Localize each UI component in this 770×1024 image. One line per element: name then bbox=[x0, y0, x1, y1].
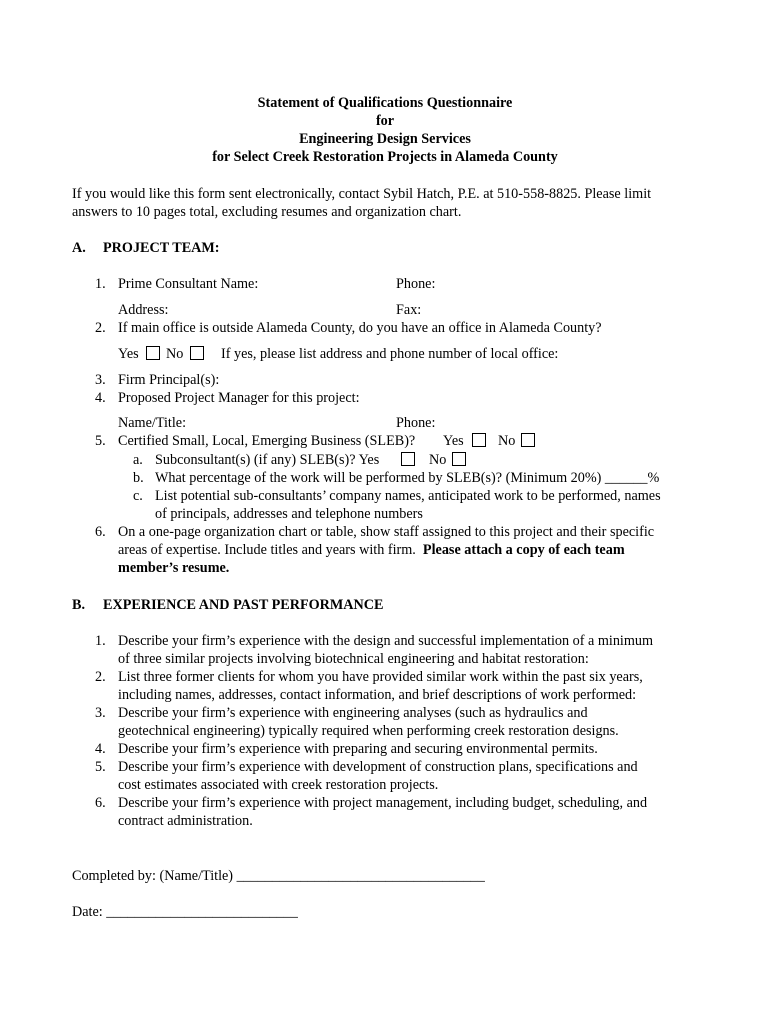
q6-number: 6. bbox=[95, 524, 106, 540]
sleb-no-label: No bbox=[498, 433, 516, 449]
intro-line-1: If you would like this form sent electronically, contact Sybil Hatch, P.E. at 510-558-8825. Please limit bbox=[72, 186, 652, 202]
q5a-letter: a. bbox=[133, 452, 143, 468]
prime-consultant-name-label: Prime Consultant Name: bbox=[118, 276, 259, 292]
q1-number: 1. bbox=[95, 276, 106, 292]
q5c-letter: c. bbox=[133, 488, 143, 504]
sub-consultants-instruction-1: List potential sub-consultants’ company names, anticipated work to be performed, names bbox=[155, 488, 661, 504]
subconsultant-no-label: No bbox=[429, 452, 447, 468]
b1-line-2: of three similar projects involving biotechnical engineering and habitat restoration: bbox=[118, 651, 589, 667]
prime-consultant-fax-label: Fax: bbox=[396, 302, 422, 318]
q2-yes-checkbox[interactable] bbox=[146, 345, 160, 363]
completed-by-field[interactable]: Completed by: (Name/Title) ___________________________________ bbox=[72, 868, 485, 884]
section-a-letter: A. bbox=[72, 240, 86, 256]
b6-line-1: Describe your firm’s experience with project management, including budget, scheduling, and bbox=[118, 795, 648, 811]
q2-followup: If yes, please list address and phone number of local office: bbox=[221, 346, 559, 362]
q2-number: 2. bbox=[95, 320, 106, 336]
q4-number: 4. bbox=[95, 390, 106, 406]
project-manager-label: Proposed Project Manager for this project: bbox=[118, 390, 360, 406]
subconsultant-no-checkbox[interactable] bbox=[452, 451, 466, 469]
sleb-yes-label: Yes bbox=[443, 433, 464, 449]
b2-number: 2. bbox=[95, 669, 106, 685]
document-subtitle-projects: for Select Creek Restoration Projects in Alameda County bbox=[212, 149, 558, 165]
firm-principals-label: Firm Principal(s): bbox=[118, 372, 220, 388]
prime-consultant-phone-label: Phone: bbox=[396, 276, 436, 292]
sleb-no-checkbox[interactable] bbox=[521, 432, 535, 450]
b5-number: 5. bbox=[95, 759, 106, 775]
pm-phone-label: Phone: bbox=[396, 415, 436, 431]
prime-consultant-address-label: Address: bbox=[118, 302, 169, 318]
b1-number: 1. bbox=[95, 633, 106, 649]
subconsultant-sleb-question: Subconsultant(s) (if any) SLEB(s)? Yes bbox=[155, 452, 380, 468]
date-field[interactable]: Date: ___________________________ bbox=[72, 904, 298, 920]
b1-line-1: Describe your firm’s experience with the design and successful implementation of a minimum bbox=[118, 633, 654, 649]
q3-number: 3. bbox=[95, 372, 106, 388]
document-subtitle: Engineering Design Services bbox=[299, 131, 471, 147]
org-chart-instruction-2b: Please attach a copy of each team bbox=[422, 542, 625, 558]
section-a-heading: PROJECT TEAM: bbox=[103, 240, 220, 256]
org-chart-instruction-2a: areas of expertise. Include titles and years with firm. bbox=[118, 542, 416, 558]
pm-name-title-label: Name/Title: bbox=[118, 415, 187, 431]
b6-number: 6. bbox=[95, 795, 106, 811]
intro-line-2: answers to 10 pages total, excluding resumes and organization chart. bbox=[72, 204, 462, 220]
b4-number: 4. bbox=[95, 741, 106, 757]
b3-line-1: Describe your firm’s experience with engineering analyses (such as hydraulics and bbox=[118, 705, 588, 721]
section-b-letter: B. bbox=[72, 597, 86, 613]
sleb-percentage-question: What percentage of the work will be performed by SLEB(s)? (Minimum 20%) ______% bbox=[155, 470, 660, 486]
document-title: Statement of Qualifications Questionnaire bbox=[257, 95, 513, 111]
b6-line-2: contract administration. bbox=[118, 813, 253, 829]
document-title-for: for bbox=[375, 113, 395, 129]
org-chart-instruction-2 bbox=[118, 541, 625, 559]
subconsultant-yes-checkbox[interactable] bbox=[401, 451, 415, 469]
b3-number: 3. bbox=[95, 705, 106, 721]
b2-line-2: including names, addresses, contact information, and brief descriptions of work performed: bbox=[118, 687, 637, 703]
b3-line-2: geotechnical engineering) typically required when performing creek restoration designs. bbox=[118, 723, 619, 739]
b4-line-1: Describe your firm’s experience with preparing and securing environmental permits. bbox=[118, 741, 598, 757]
sleb-question: Certified Small, Local, Emerging Business (SLEB)? bbox=[118, 433, 416, 449]
q2-no-checkbox[interactable] bbox=[190, 345, 204, 363]
sleb-yes-checkbox[interactable] bbox=[472, 432, 486, 450]
org-chart-instruction-3: member’s resume. bbox=[118, 560, 230, 576]
b5-line-1: Describe your firm’s experience with development of construction plans, specifications and bbox=[118, 759, 638, 775]
org-chart-instruction-1: On a one-page organization chart or table, show staff assigned to this project and their specific bbox=[118, 524, 655, 540]
q2-yes-label: Yes bbox=[118, 346, 139, 362]
b5-line-2: cost estimates associated with creek restoration projects. bbox=[118, 777, 439, 793]
q5-number: 5. bbox=[95, 433, 106, 449]
sub-consultants-instruction-2: of principals, addresses and telephone numbers bbox=[155, 506, 423, 522]
q5b-letter: b. bbox=[133, 470, 144, 486]
q2-text: If main office is outside Alameda County, do you have an office in Alameda County? bbox=[118, 320, 602, 336]
q2-no-label: No bbox=[166, 346, 184, 362]
b2-line-1: List three former clients for whom you have provided similar work within the past six years, bbox=[118, 669, 643, 685]
section-b-heading: EXPERIENCE AND PAST PERFORMANCE bbox=[103, 597, 384, 613]
